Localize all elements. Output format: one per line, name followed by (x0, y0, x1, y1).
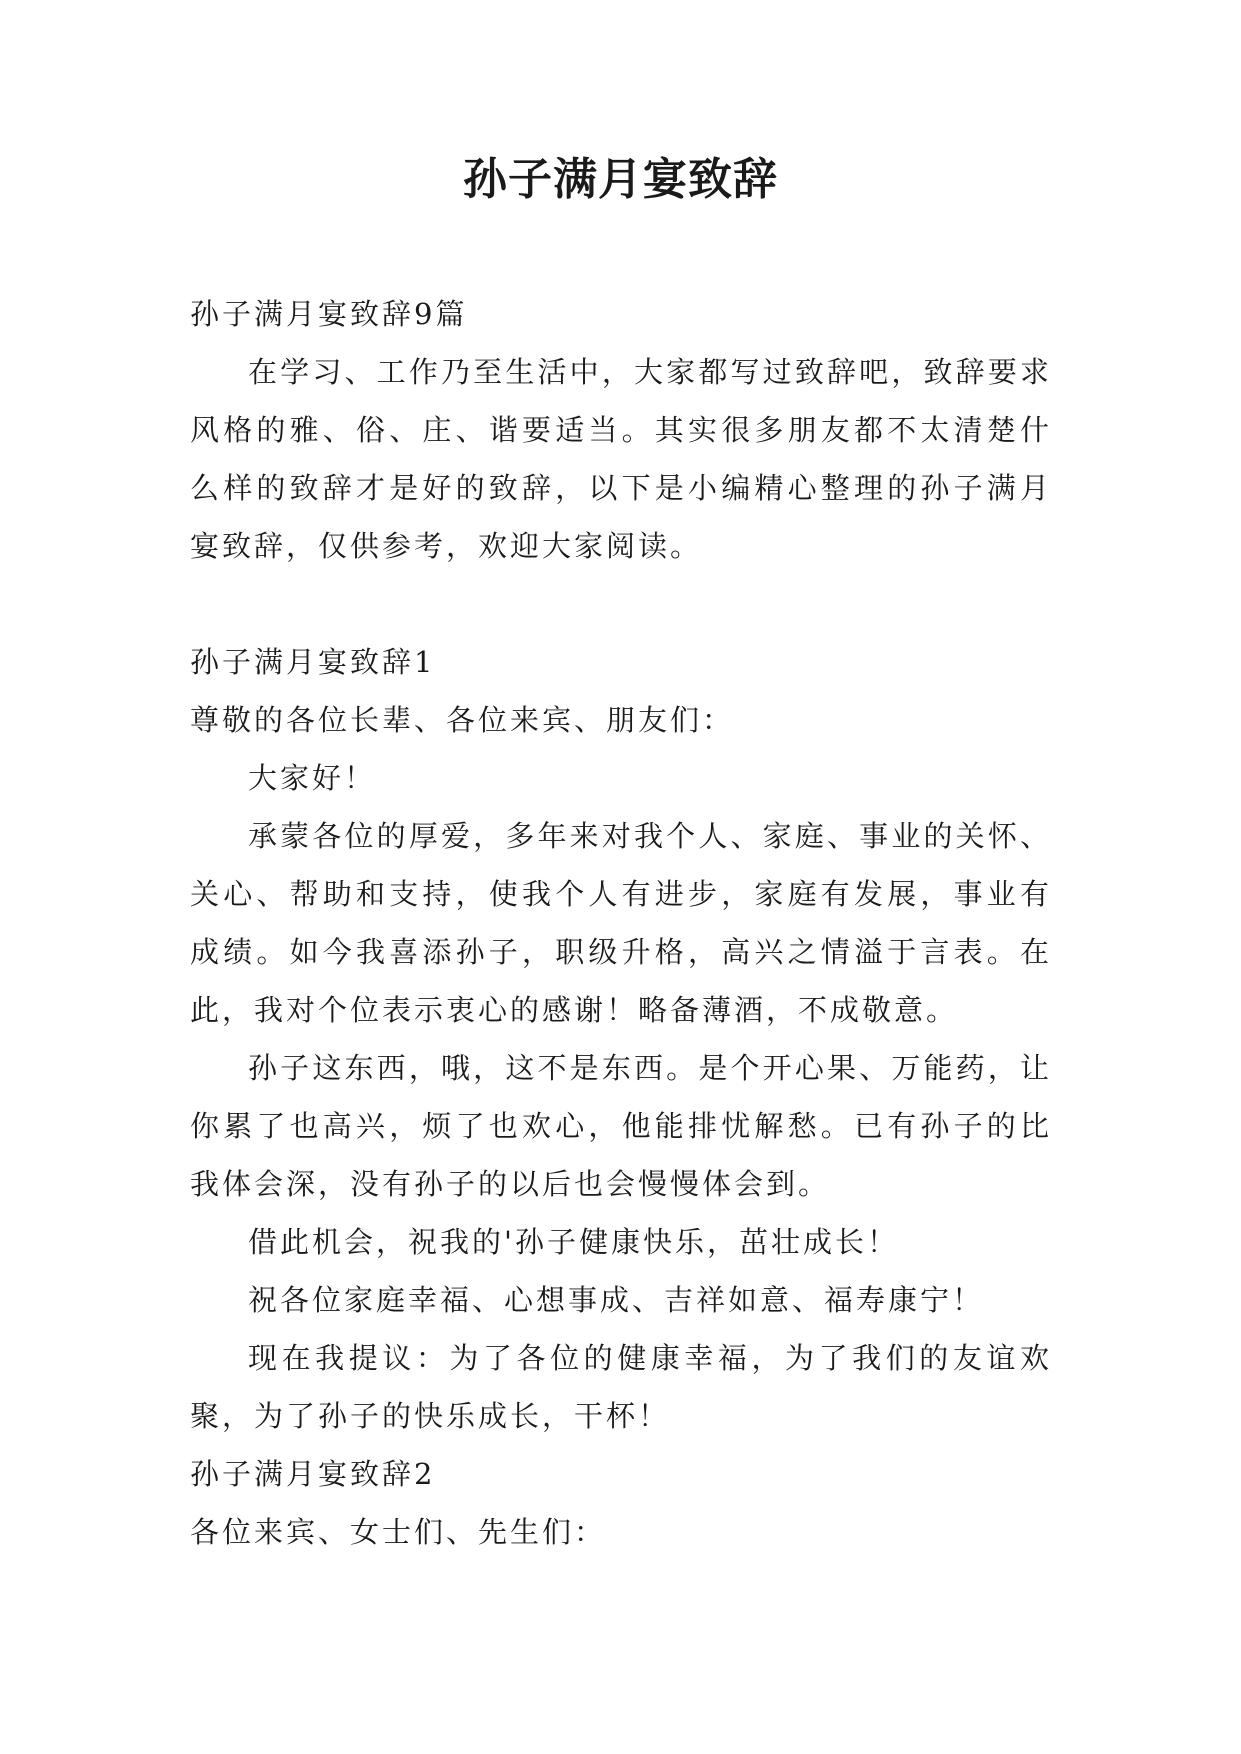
section-1-paragraph-2: 孙子这东西，哦，这不是东西。是个开心果、万能药，让你累了也高兴，烦了也欢心，他能排忧解愁。已有孙子的比我体会深，没有孙子的以后也会慢慢体会到。 (190, 1051, 1052, 1201)
document-body (190, 285, 1052, 1561)
section-1-paragraph-4: 祝各位家庭幸福、心想事成、吉祥如意、福寿康宁！ (248, 1283, 985, 1317)
section-1-paragraph-5: 现在我提议：为了各位的健康幸福，为了我们的友谊欢聚，为了孙子的快乐成长，干杯！ (190, 1341, 1052, 1433)
section-1-salutation: 尊敬的各位长辈、各位来宾、朋友们： (190, 703, 735, 737)
document-subtitle: 孙子满月宴致辞9篇 (190, 297, 468, 331)
section-1-paragraph-3: 借此机会，祝我的'孙子健康快乐，茁壮成长！ (248, 1225, 899, 1259)
document-title: 孙子满月宴致辞 (463, 154, 778, 205)
section-1-paragraph-1: 承蒙各位的厚爱，多年来对我个人、家庭、事业的关怀、关心、帮助和支持，使我个人有进步，家庭有发展，事业有成绩。如今我喜添孙子，职级升格，高兴之情溢于言表。在此，我对个位表示衷心的感谢！略备薄酒，不成敬意。 (190, 819, 1052, 1027)
section-2-salutation: 各位来宾、女士们、先生们： (190, 1515, 607, 1549)
section-1-heading: 孙子满月宴致辞1 (190, 645, 436, 679)
section-1-greeting: 大家好！ (248, 761, 377, 795)
intro-paragraph: 在学习、工作乃至生活中，大家都写过致辞吧，致辞要求风格的雅、俗、庄、谐要适当。其实很多朋友都不太清楚什么样的致辞才是好的致辞，以下是小编精心整理的孙子满月宴致辞，仅供参考，欢迎大家阅读。 (190, 355, 1052, 563)
section-2-heading: 孙子满月宴致辞2 (190, 1457, 436, 1491)
paragraph-gap (190, 575, 1052, 633)
